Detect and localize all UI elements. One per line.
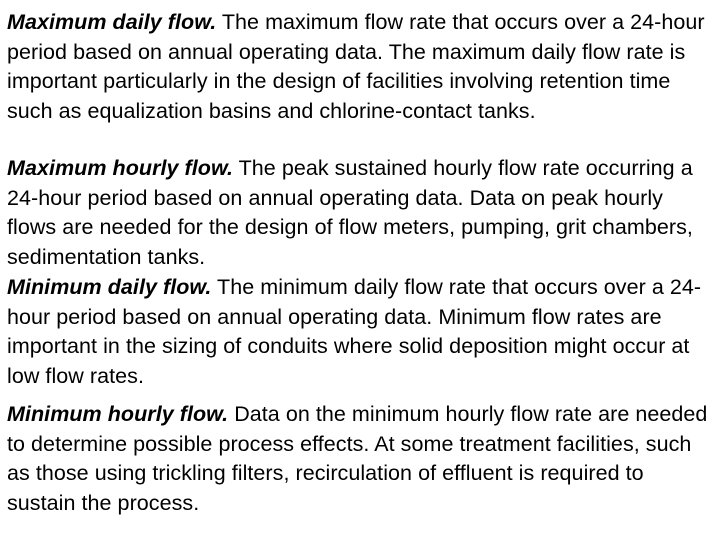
definition-maximum-daily-flow [7, 8, 713, 126]
definition-text: The maximum flow rate that occurs over a 24-hour period based on annual operating data. The maximum daily flow rate is important particularly in the design of facilities involving retention time such as equalization basins and chlorine-contact tanks. [7, 10, 705, 123]
definition-text: The peak sustained hourly flow rate occurring a 24-hour period based on annual operating data. Data on peak hourly flows are needed for the design of flow meters, pumping, grit chambers, sedimentation tanks. [7, 156, 693, 269]
definition-text: Data on the minimum hourly flow rate are needed to determine possible process effects. At some treatment facilities, such as those using trickling filters, recirculation of effluent is required to sustain the process. [7, 402, 708, 515]
definition-maximum-hourly-flow [7, 154, 713, 272]
term-heading: Maximum daily flow. [7, 10, 217, 34]
term-heading: Maximum hourly flow. [7, 156, 233, 180]
definition-minimum-hourly-flow [7, 400, 713, 518]
definition-minimum-daily-flow [7, 273, 713, 391]
term-heading: Minimum daily flow. [7, 275, 212, 299]
definition-text: The minimum daily flow rate that occurs over a 24-hour period based on annual operating data. Minimum flow rates are important in the sizing of conduits where solid deposition might occur at low flow rates. [7, 275, 702, 388]
term-heading: Minimum hourly flow. [7, 402, 229, 426]
